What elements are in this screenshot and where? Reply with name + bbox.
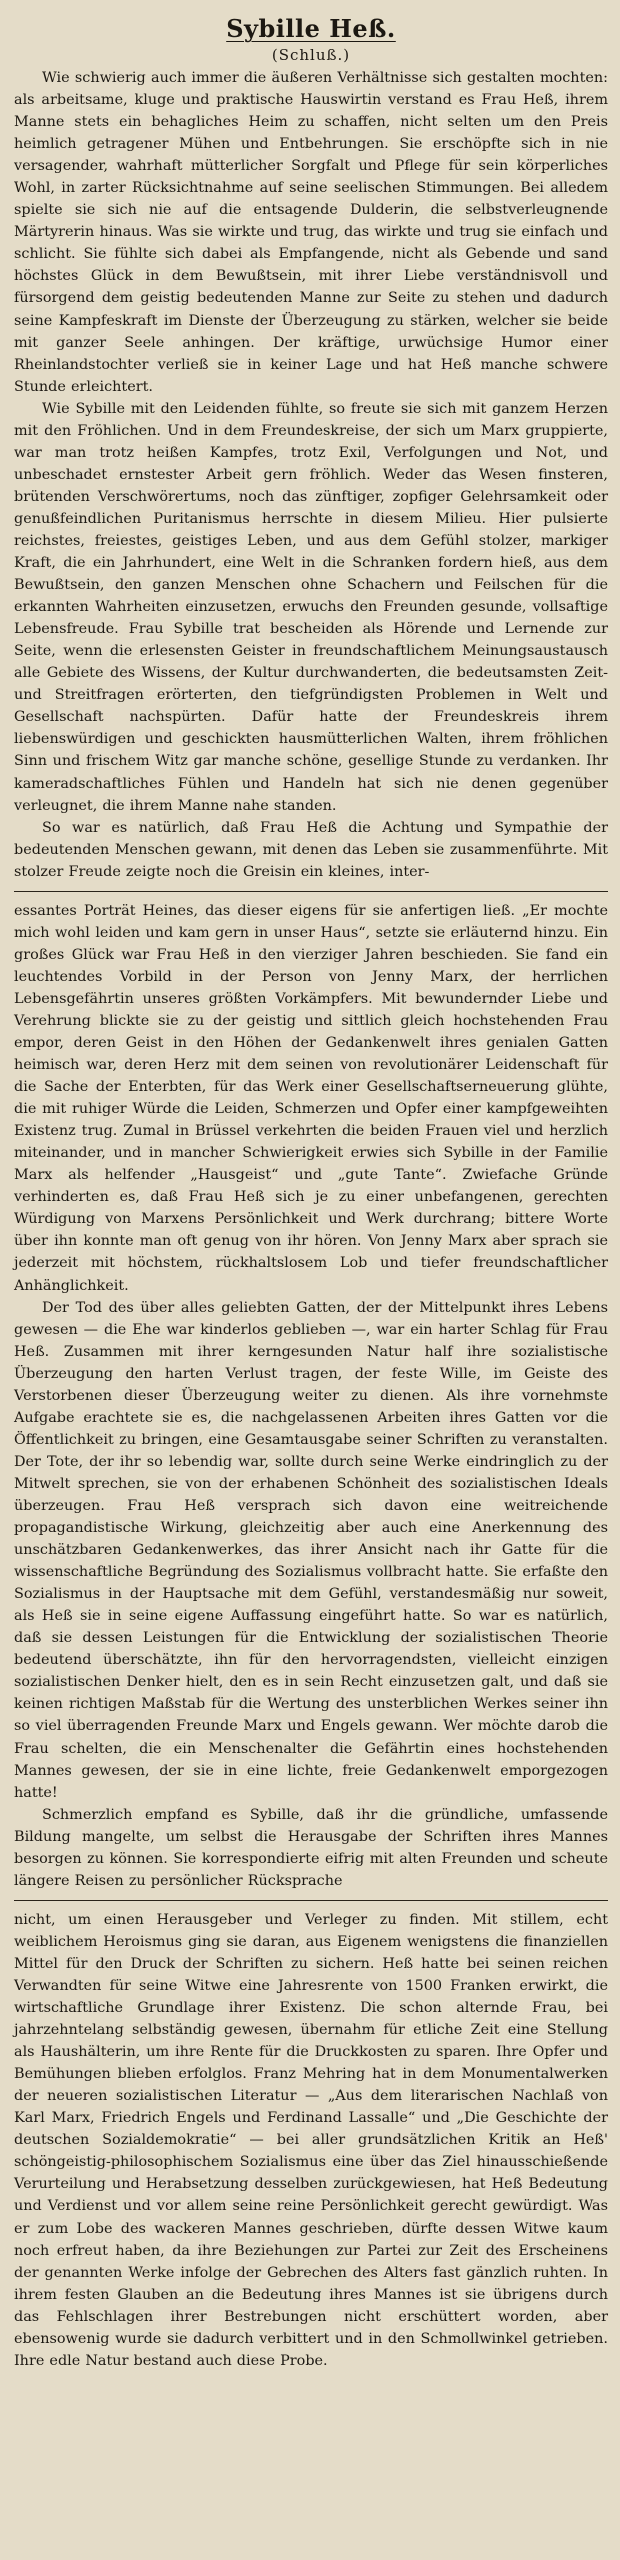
paragraph: Wie Sybille mit den Leidenden fühlte, so freute sie sich mit ganzem Herzen mit den Fröhlichen. Und in dem Freundeskreise, der sich um Marx gruppierte, war man trotz heißen Kampfes, trotz Exil, Verfolgungen und Not, und unbeschadet ernstester Arbeit gern fröhlich. Weder das Wesen finsteren, brütenden Verschwörertums, noch das zünftiger, zopfiger Gelehrsamkeit oder genußfeindlichen Puritanismus herrschte in diesem Milieu. Hier pulsierte reichstes, freiestes, geistiges Leben, und aus dem Gefühl stolzer, markiger Kraft, die ein Jahrhundert, eine Welt in die Schranken fordern hieß, aus dem Bewußtsein, den ganzen Menschen ohne Schachern und Feilschen für die erkannten Wahrheiten einzusetzen, erwuchs den Freunden gesunde, vollsaftige Lebensfreude. Frau Sybille trat bescheiden als Hörende und Lernende zur Seite, wenn die erlesensten Geister in freundschaftlichem Meinungsaustausch alle Gebiete des Wissens, der Kultur durchwanderten, die bedeutsamsten Zeit- und Streitfragen erörterten, den tiefgründigsten Problemen in Welt und Gesellschaft nachspürten. Dafür hatte der Freundeskreis ihrem liebenswürdigen und geschickten hausmütterlichen Walten, ihrem fröhlichen Sinn und frischem Witz gar manche schöne, gesellige Stunde zu verdanken. Ihr kameradschaftliches Fühlen und Handeln hat sich nie denen gegenüber verleugnet, die ihrem Manne nahe standen. <box>14 400 608 814</box>
paragraph: nicht, um einen Herausgeber und Verleger zu finden. Mit stillem, echt weiblichem Heroismus ging sie daran, aus Eigenem wenigstens die finanziellen Mittel für den Druck der Schriften zu sichern. Heß hatte bei seinen reichen Verwandten für seine Witwe eine Jahresrente von 1500 Franken erwirkt, die wirtschaftliche Grundlage ihrer Existenz. Die schon alternde Frau, bei jahrzehntelang selbständig gewesen, übernahm für etliche Zeit eine Stellung als Haushälterin, um ihre Rente für die Druckkosten zu sparen. Ihre Opfer und Bemühungen blieben erfolglos. Franz Mehring hat in dem Monumentalwerken der neueren sozialistischen Literatur — „Aus dem literarischen Nachlaß von Karl Marx, Friedrich Engels und Ferdinand Lassalle“ und „Die Geschichte der deutschen Sozialdemokratie“ — bei aller grundsätzlichen Kritik an Heß' schöngeistig-philosophischem Sozialismus eine über das Ziel hinausschießende Verurteilung und Herabsetzung desselben zurückgewiesen, hat Heß Bedeutung und Verdienst und vor allem seine reine Persönlichkeit gerecht gewürdigt. Was er zum Lobe des wackeren Mannes geschrieben, dürfte dessen Witwe kaum noch erfreut haben, da ihre Beziehungen zur Partei zur Zeit des Erscheinens der genannten Werke infolge der Gebrechen des Alters fast gänzlich ruhten. In ihrem festen Glauben an die Bedeutung ihres Mannes ist sie übrigens durch das Fehlschlagen ihrer Bestrebungen nicht erschüttert worden, aber ebensowenig wurde sie dadurch verbittert und in den Schmollwinkel getrieben. Ihre edle Natur bestand auch diese Probe. <box>14 1911 608 2369</box>
text-block-2 <box>14 900 608 1892</box>
article-subtitle: (Schluß.) <box>271 46 351 64</box>
paragraph: So war es natürlich, daß Frau Heß die Achtung und Sympathie der bedeutenden Menschen gewann, mit denen das Leben sie zusammenführte. Mit stolzer Freude zeigte noch die Greisin ein kleines, inter- <box>14 819 608 880</box>
paragraph: Wie schwierig auch immer die äußeren Verhältnisse sich gestalten mochten: als arbeitsame, kluge und praktische Hauswirtin verstand es Frau Heß, ihrem Manne stets ein behagliches Heim zu schaffen, nicht selten um den Preis heimlich getragener Mühen und Entbehrungen. Sie erschöpfte sich in nie versagender, wahrhaft mütterlicher Sorgfalt und Pflege für sein körperliches Wohl, in zarter Rücksichtnahme auf seine seelischen Stimmungen. Bei alledem spielte sie sich nie auf die entsagende Dulderin, die selbstverleugnende Märtyrerin hinaus. Was sie wirkte und trug, das wirkte und trug sie einfach und schlicht. Sie fühlte sich dabei als Empfangende, nicht als Gebende und sand höchstes Glück in dem Bewußtsein, mit ihrer Liebe verständnisvoll und fürsorgend dem geistig bedeutenden Manne zur Seite zu stehen und dadurch seine Kampfeskraft im Dienste der Überzeugung zu stärken, welcher sie beide mit ganzer Seele anhingen. Der kräftige, urwüchsige Humor einer Rheinlandstochter verließ sie in keiner Lage und hat Heß manche schwere Stunde erleichtert. <box>14 70 608 395</box>
text-block-1 <box>14 67 608 883</box>
column-divider <box>14 891 608 892</box>
paragraph: essantes Porträt Heines, das dieser eigens für sie anfertigen ließ. „Er mochte mich wohl leiden und kam gern in unser Haus“, setzte sie erläuternd hinzu. Ein großes Glück war Frau Heß in den vierziger Jahren beschieden. Sie fand ein leuchtendes Vorbild in der Person von Jenny Marx, der herrlichen Lebensgefährtin unseres größten Vorkämpfers. Mit bewundernder Liebe und Verehrung blickte sie zu der geistig und sittlich gleich hochstehenden Frau empor, deren Geist in den Höhen der Gedankenwelt ihres genialen Gatten heimisch war, deren Herz mit dem seinen von revolutionärer Leidenschaft für die Sache der Enterbten, für das Werk einer Gesellschaftserneuerung glühte, die mit ruhiger Würde die Leiden, Schmerzen und Opfer einer kampfgeweihten Existenz trug. Zumal in Brüssel verkehrten die beiden Frauen viel und herzlich miteinander, und in mancher Schwierigkeit erwies sich Sybille in der Familie Marx als helfender „Hausgeist“ und „gute Tante“. Zwiefache Gründe verhinderten es, daß Frau Heß sich je zu einer unbefangenen, gerechten Würdigung von Marxens Persönlichkeit und Werk durchrang; bittere Worte über ihn konnte man oft genug von ihr hören. Von Jenny Marx aber sprach sie jederzeit mit höchstem, rückhaltslosem Lob und tiefer freundschaftlicher Anhänglichkeit. <box>14 902 608 1294</box>
text-block-3 <box>14 1909 608 2372</box>
article-title: Sybille Heß. <box>226 14 396 43</box>
paragraph: Der Tod des über alles geliebten Gatten, der der Mittelpunkt ihres Lebens gewesen — die Ehe war kinderlos geblieben —, war ein harter Schlag für Frau Heß. Zusammen mit ihrer kerngesunden Natur half ihre sozialistische Überzeugung den harten Verlust tragen, der feste Wille, im Geiste des Verstorbenen dieser Überzeugung weiter zu dienen. Als ihre vornehmste Aufgabe erachtete sie es, die nachgelassenen Arbeiten ihres Gatten vor die Öffentlichkeit zu bringen, eine Gesamtausgabe seiner Schriften zu veranstalten. Der Tote, der ihr so lebendig war, sollte durch seine Werke eindringlich zu der Mitwelt sprechen, sie von der erhabenen Schönheit des sozialistischen Ideals überzeugen. Frau Heß versprach sich davon eine weitreichende propagandistische Wirkung, gleichzeitig aber auch eine Anerkennung des unschätzbaren Gedankenwerkes, das ihrer Ansicht nach ihr Gatte für die wissenschaftliche Begründung des Sozialismus vollbracht hatte. Sie erfaßte den Sozialismus in der Hauptsache mit dem Gefühl, verstandesmäßig nur soweit, als Heß sie in seine eigene Auffassung eingeführt hatte. So war es natürlich, daß sie dessen Leistungen für die Entwicklung der sozialistischen Theorie bedeutend überschätzte, ihn für den hervorragendsten, vielleicht einzigen sozialistischen Denker hielt, den es in sein Recht einzusetzen galt, und daß sie keinen richtigen Maßstab für die Wertung des unsterblichen Werkes seiner ihn so viel überragenden Freunde Marx und Engels gewann. Wer möchte darob die Frau schelten, die ein Menschenalter die Gefährtin eines hochstehenden Mannes gewesen, der sie in eine lichte, freie Gedankenwelt emporgezogen hatte! <box>14 1299 608 1801</box>
column-divider <box>14 1900 608 1901</box>
paragraph: Schmerzlich empfand es Sybille, daß ihr die gründliche, umfassende Bildung mangelte, um selbst die Herausgabe der Schriften ihres Mannes besorgen zu können. Sie korrespondierte eifrig mit alten Freunden und scheute längere Reisen zu persönlicher Rücksprache <box>14 1806 608 1889</box>
